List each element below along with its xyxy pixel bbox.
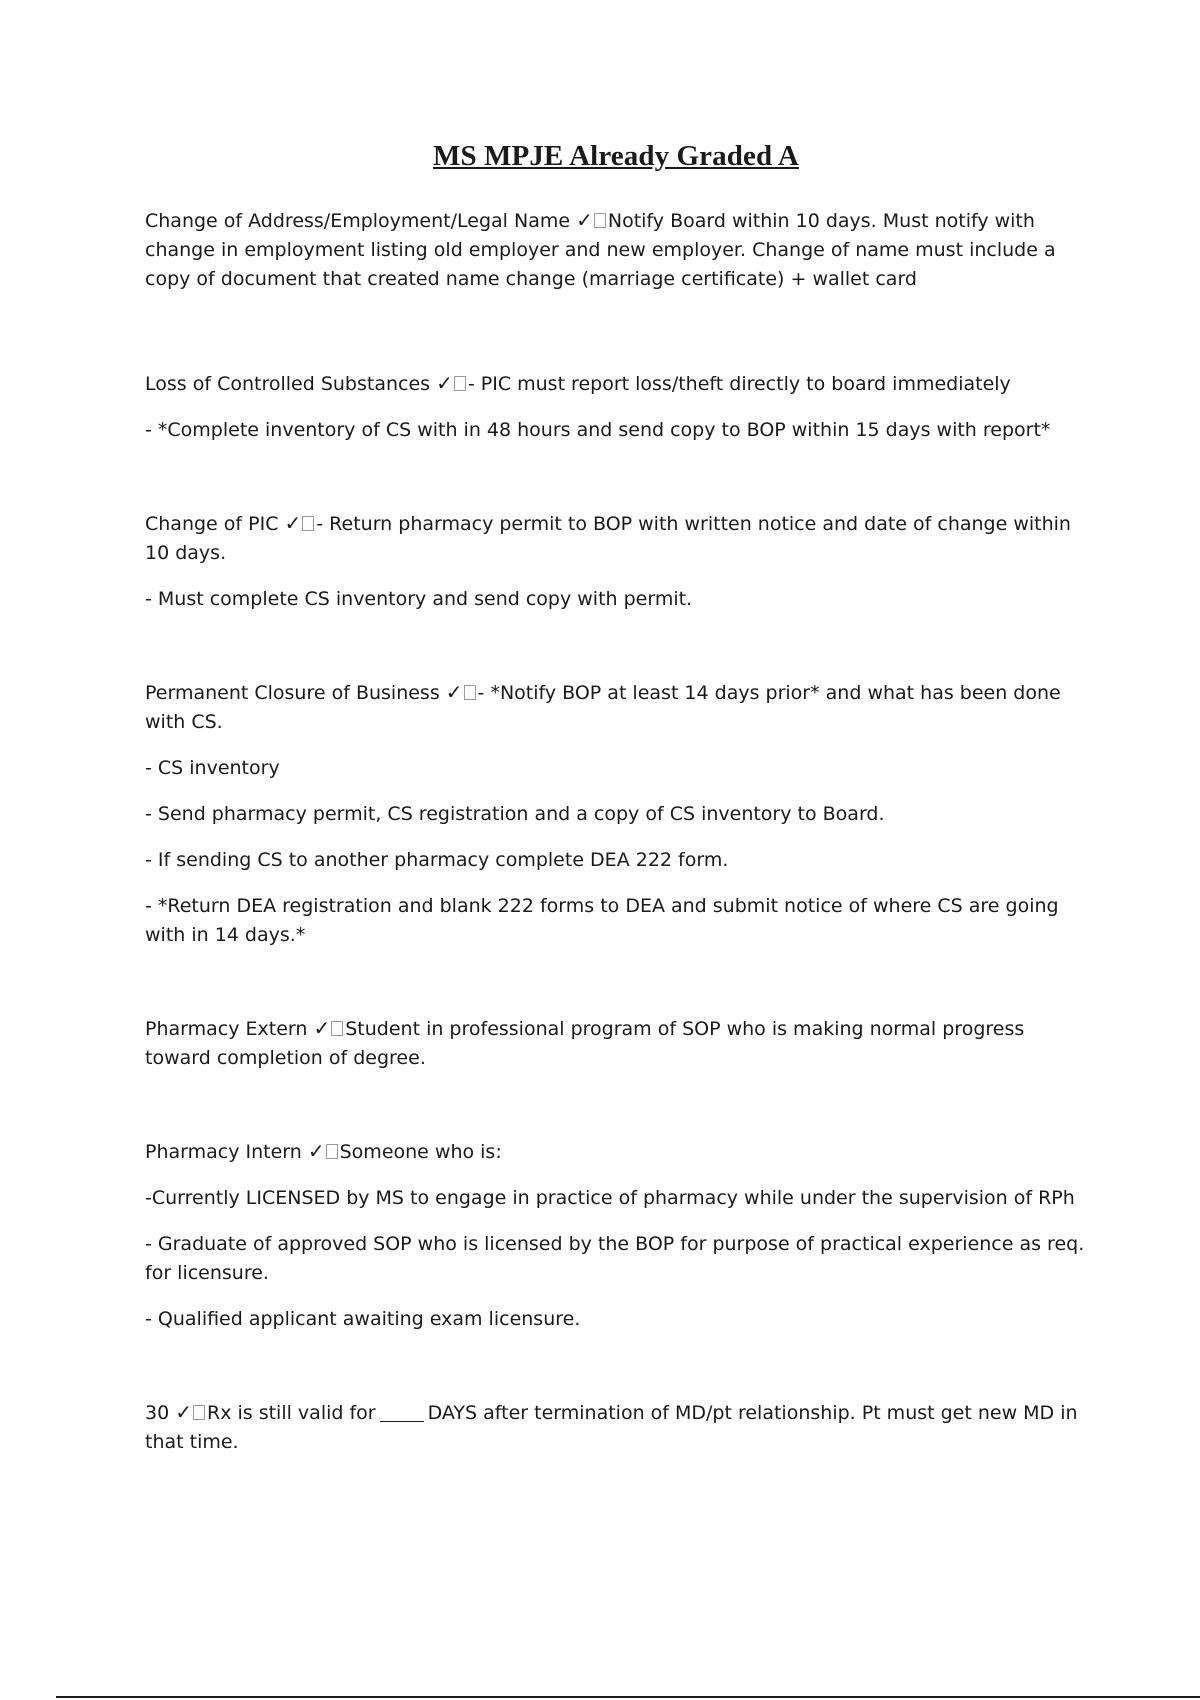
qa-item-permanent-closure (145, 678, 1090, 737)
check-icon: ✓ (313, 1016, 331, 1040)
detail-line: - *Complete inventory of CS with in 48 hours and send copy to BOP within 15 days with report* (145, 419, 1051, 441)
qa-item-address-change (145, 206, 1090, 294)
definition-after-blank: DAYS after termination of MD/pt relationship. Pt must get new MD in that time. (145, 1402, 1078, 1453)
checkbox-icon (464, 685, 476, 700)
detail-line: - *Return DEA registration and blank 222 forms to DEA and submit notice of where CS are going with in 14 days.* (145, 895, 1059, 946)
term: Pharmacy Extern (145, 1018, 308, 1040)
fill-in-blank (380, 1403, 424, 1422)
term: Pharmacy Intern (145, 1141, 302, 1163)
definition-before-blank: Rx is still valid for (207, 1402, 376, 1424)
definition: Someone who is: (339, 1141, 502, 1163)
definition: - PIC must report loss/theft directly to board immediately (467, 373, 1011, 395)
detail-line: - If sending CS to another pharmacy complete DEA 222 form. (145, 849, 729, 871)
qa-item-loss-of-cs (145, 369, 1090, 399)
term: Permanent Closure of Business (145, 682, 440, 704)
checkbox-icon (326, 1144, 338, 1159)
spacer (145, 967, 1090, 1014)
term: Change of Address/Employment/Legal Name (145, 210, 571, 232)
spacer (145, 631, 1090, 678)
spacer (145, 462, 1090, 509)
spacer (145, 1090, 1090, 1137)
footer-divider (56, 1696, 1200, 1698)
checkbox-icon (193, 1405, 205, 1420)
qa-item-rx-validity (145, 1398, 1090, 1457)
qa-item-pharmacy-intern (145, 1137, 1090, 1167)
detail-line: - Send pharmacy permit, CS registration and a copy of CS inventory to Board. (145, 803, 885, 825)
detail-line: - Qualified applicant awaiting exam licensure. (145, 1308, 581, 1330)
term: 30 (145, 1402, 170, 1424)
definition: Student in professional program of SOP who is making normal progress toward completion of degree. (145, 1018, 1025, 1069)
qa-item-change-of-pic (145, 509, 1090, 568)
term: Change of PIC (145, 513, 279, 535)
check-icon: ✓ (284, 511, 302, 535)
definition: Notify Board within 10 days. Must notify with change in employment listing old employer and new employer. Change of name must include a copy of document that created name change (marriage certificate) + wallet card (145, 210, 1056, 290)
definition: - *Notify BOP at least 14 days prior* and what has been done with CS. (145, 682, 1061, 733)
checkbox-icon (302, 516, 314, 531)
spacer (145, 311, 1090, 369)
qa-item-pharmacy-extern (145, 1014, 1090, 1073)
document-body (145, 206, 1090, 1474)
spacer (145, 1351, 1090, 1398)
check-icon: ✓ (307, 1139, 325, 1163)
check-icon: ✓ (576, 208, 593, 232)
check-icon: ✓ (436, 371, 453, 395)
term: Loss of Controlled Substances (145, 373, 431, 395)
detail-line: - Graduate of approved SOP who is licensed by the BOP for purpose of practical experience as req. for licensure. (145, 1233, 1085, 1284)
checkbox-icon (594, 213, 606, 228)
detail-line: -Currently LICENSED by MS to engage in practice of pharmacy while under the supervision of RPh (145, 1187, 1075, 1209)
check-icon: ✓ (175, 1400, 192, 1424)
definition: - Return pharmacy permit to BOP with written notice and date of change within 10 days. (145, 513, 1071, 564)
checkbox-icon (454, 376, 466, 391)
checkbox-icon (331, 1021, 343, 1036)
detail-line: - CS inventory (145, 757, 280, 779)
document-title: MS MPJE Already Graded A (433, 140, 799, 172)
detail-line: - Must complete CS inventory and send copy with permit. (145, 588, 693, 610)
check-icon: ✓ (445, 680, 463, 704)
